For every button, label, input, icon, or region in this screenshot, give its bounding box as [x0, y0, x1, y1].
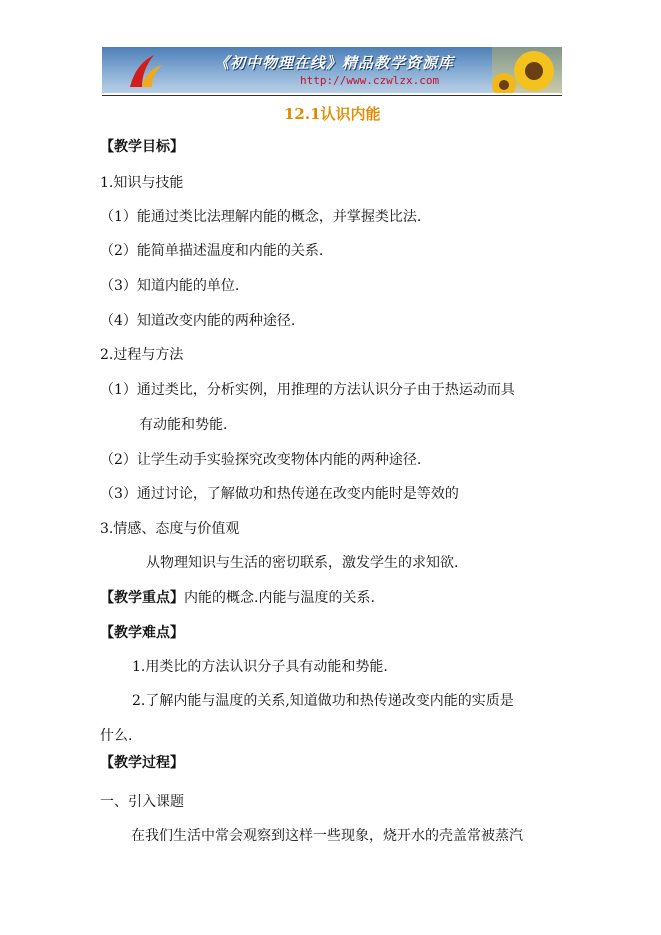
paragraph: 1.用类比的方法认识分子具有动能和势能.	[132, 659, 388, 675]
section-heading: 一、引入课题	[100, 794, 184, 810]
section-heading: 3.情感、态度与价值观	[100, 521, 240, 537]
difficulty-heading: 【教学难点】	[100, 625, 184, 641]
list-item: （1）能通过类比法理解内能的概念，并掌握类比法.	[100, 209, 422, 225]
list-item: （2）让学生动手实验探究改变物体内能的两种途径.	[100, 452, 422, 468]
list-item: （3）通过讨论，了解做功和热传递在改变内能时是等效的	[100, 486, 459, 502]
list-item: （2）能简单描述温度和内能的关系.	[100, 243, 324, 259]
list-item-continuation: 有动能和势能.	[139, 417, 228, 433]
sunflower-icon	[492, 47, 562, 93]
banner-url[interactable]: http://www.czwlzx.com	[300, 74, 440, 87]
section-heading: 2.过程与方法	[100, 347, 184, 363]
header-rule	[102, 95, 562, 96]
page-title: 12.1认识内能	[284, 105, 381, 123]
section-heading: 1.知识与技能	[100, 175, 184, 191]
list-item: （3）知道内能的单位.	[100, 278, 240, 294]
process-heading: 【教学过程】	[100, 755, 184, 771]
list-item: （4）知道改变内能的两种途径.	[100, 313, 296, 329]
paragraph: 2.了解内能与温度的关系,知道做功和热传递改变内能的实质是	[132, 693, 514, 709]
paragraph: 在我们生活中常会观察到这样一些现象，烧开水的壳盖常被蒸汽	[131, 828, 523, 844]
key-point-label: 【教学重点】	[100, 590, 184, 606]
goals-heading: 【教学目标】	[100, 139, 184, 155]
banner-title: 《初中物理在线》精品教学资源库	[214, 54, 455, 72]
key-point-line	[100, 588, 375, 608]
paragraph-continuation: 什么.	[100, 728, 133, 744]
paragraph: 从物理知识与生活的密切联系，激发学生的求知欲.	[146, 555, 459, 571]
header-banner	[102, 47, 562, 93]
key-point-text: 内能的概念.内能与温度的关系.	[184, 590, 375, 606]
logo-icon	[120, 53, 168, 89]
list-item: （1）通过类比，分析实例，用推理的方法认识分子由于热运动而具	[100, 382, 515, 398]
